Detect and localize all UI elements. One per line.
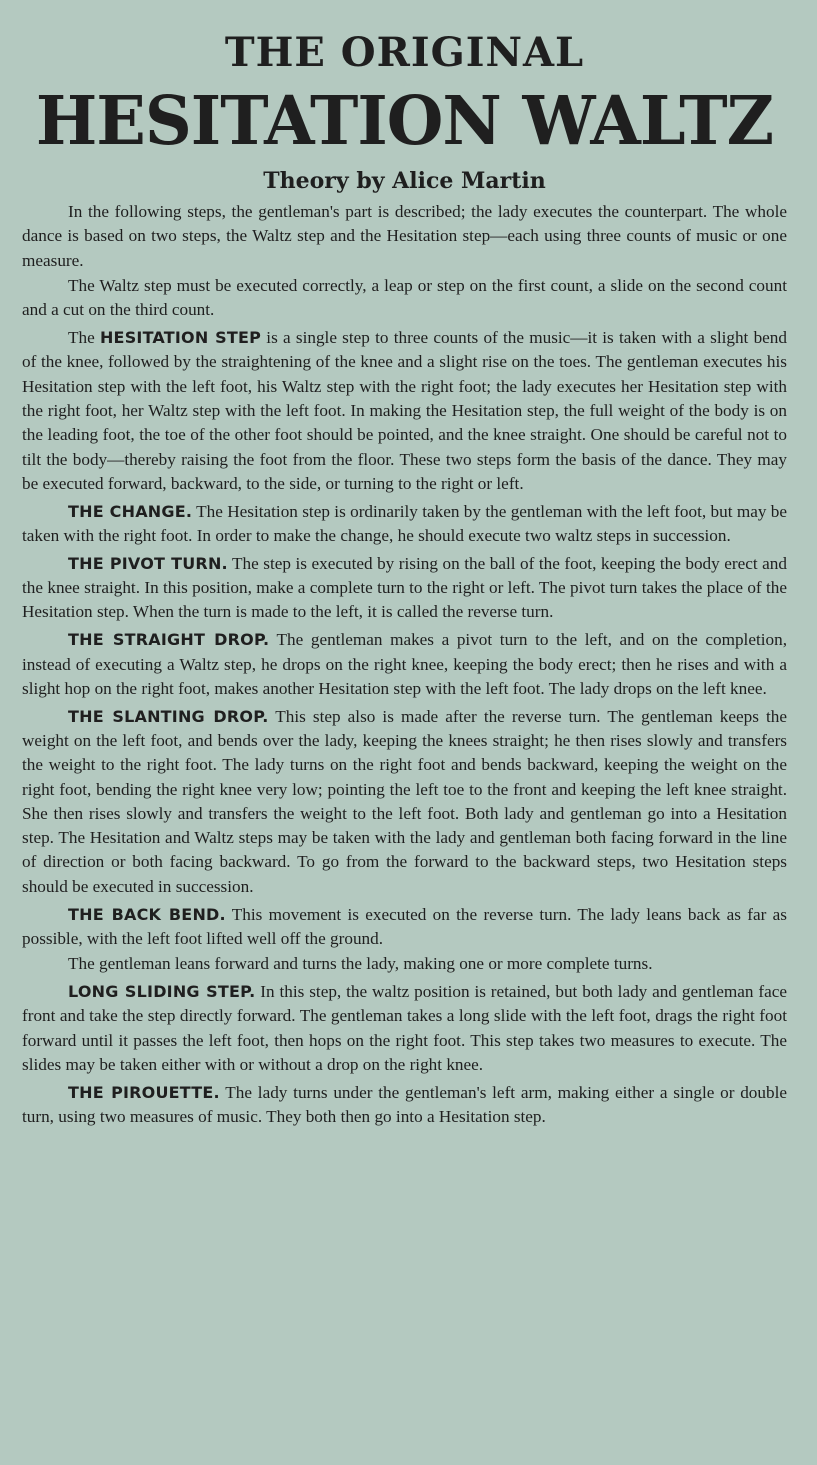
section-heading: LONG SLIDING STEP. — [68, 982, 256, 1002]
paragraph-back-bend — [22, 903, 787, 952]
paragraph-text: In the following steps, the gentleman's part is described; the lady executes the counterpart. The whole dance is based on two steps, the Waltz step and the Hesitation step—each using three counts of music or one measure. — [22, 202, 787, 270]
paragraph-text: The step is executed by rising on the ball of the foot, keeping the body erect and the knee straight. In this position, make a complete turn to the right or left. The pivot turn takes the place of the Hesitation step. When the turn is made to the left, it is called the reverse turn. — [22, 553, 787, 622]
section-heading: THE STRAIGHT DROP. — [68, 630, 270, 650]
paragraph-intro — [22, 200, 787, 273]
paragraph-hesitation-step — [22, 326, 787, 496]
paragraph-long-sliding-step — [22, 980, 787, 1077]
paragraph-text: The gentleman makes a pivot turn to the left, and on the completion, instead of executing a Waltz step, he drops on the right knee, keeping the body erect; then he rises and with a slight hop on the right foot, makes another Hesitation step with the left foot. The lady drops on the left knee. — [22, 630, 787, 698]
body-text — [22, 200, 787, 1129]
section-heading: THE PIROUETTE. — [68, 1082, 220, 1102]
paragraph-text: is a single step to three counts of the music—it is taken with a slight bend of the knee, followed by the straightening of the knee and a slight rise on the toes. The gentleman executes his Hesitation step with the left foot, his Waltz step with the right foot; the lady executes her Hesitation step with the right foot, her Waltz step with the left foot. In making the Hesitation step, the full weight of the body is on the leading foot, the toe of the other foot should be pointed, and the knee straight. One should be careful not to tilt the body—thereby raising the foot from the floor. These two steps form the basis of the dance. They may be executed forward, backward, to the side, or turning to the right or left. — [22, 328, 787, 493]
section-heading: THE SLANTING DROP. — [68, 706, 269, 726]
paragraph-waltz-step — [22, 274, 787, 323]
paragraph-text: In this step, the waltz position is retained, but both lady and gentleman face front and take the step directly forward. The gentleman takes a long slide with the left foot, drags the right foot forward until it passes the left foot, then hops on the right foot. This step takes two measures to execute. The slides may be taken either with or without a drop on the right knee. — [22, 982, 787, 1074]
paragraph-pivot-turn — [22, 552, 787, 625]
section-heading: THE BACK BEND. — [68, 904, 226, 924]
paragraph-text: This step also is made after the reverse turn. The gentleman keeps the weight on the left foot, and bends over the lady, keeping the knees straight; he then rises slowly and transfers the weight to the right foot. The lady turns on the right foot and bends backward, keeping the weight on the right foot, bending the right knee very low; pointing the left toe to the front and keeping the left knee straight. She then rises slowly and transfers the weight to the left foot. Both lady and gentleman go into a Hesitation step. The Hesitation and Waltz steps may be taken with the lady and gentleman both facing forward in the line of direction or both facing backward. To go from the forward to the backward steps, two Hesitation steps should be executed in succession. — [22, 706, 787, 896]
paragraph-the-change — [22, 500, 787, 549]
paragraph-text: The lady turns under the gentleman's left arm, making either a single or double turn, using two measures of music. They both then go into a Hesitation step. — [22, 1082, 787, 1127]
section-heading: THE PIVOT TURN. — [68, 553, 228, 573]
subtitle: Theory by Alice Martin — [263, 168, 546, 194]
paragraph-straight-drop — [22, 628, 787, 701]
paragraph-text: The Hesitation step is ordinarily taken by the gentleman with the left foot, but may be taken with the right foot. In order to make the change, he should execute two waltz steps in succession. — [22, 501, 787, 546]
paragraph-slanting-drop — [22, 705, 787, 899]
paragraph-text: The gentleman leans forward and turns the lady, making one or more complete turns. — [68, 954, 653, 974]
paragraph-text: The Waltz step must be executed correctly, a leap or step on the first count, a slide on the second count and a cut on the third count. — [22, 276, 787, 320]
paragraph-back-bend-continued — [22, 952, 787, 976]
paragraph-text: This movement is executed on the reverse turn. The lady leans back as far as possible, with the left foot lifted well off the ground. — [22, 904, 787, 948]
section-heading: THE CHANGE. — [68, 501, 193, 521]
title-top: THE ORIGINAL — [224, 29, 585, 76]
title-main: HESITATION WALTZ — [35, 81, 774, 160]
paragraph-pirouette — [22, 1081, 787, 1130]
section-heading: HESITATION STEP — [99, 328, 262, 348]
hesitation-step-heading: The HESITATION STEP — [68, 328, 262, 348]
header — [22, 28, 787, 196]
